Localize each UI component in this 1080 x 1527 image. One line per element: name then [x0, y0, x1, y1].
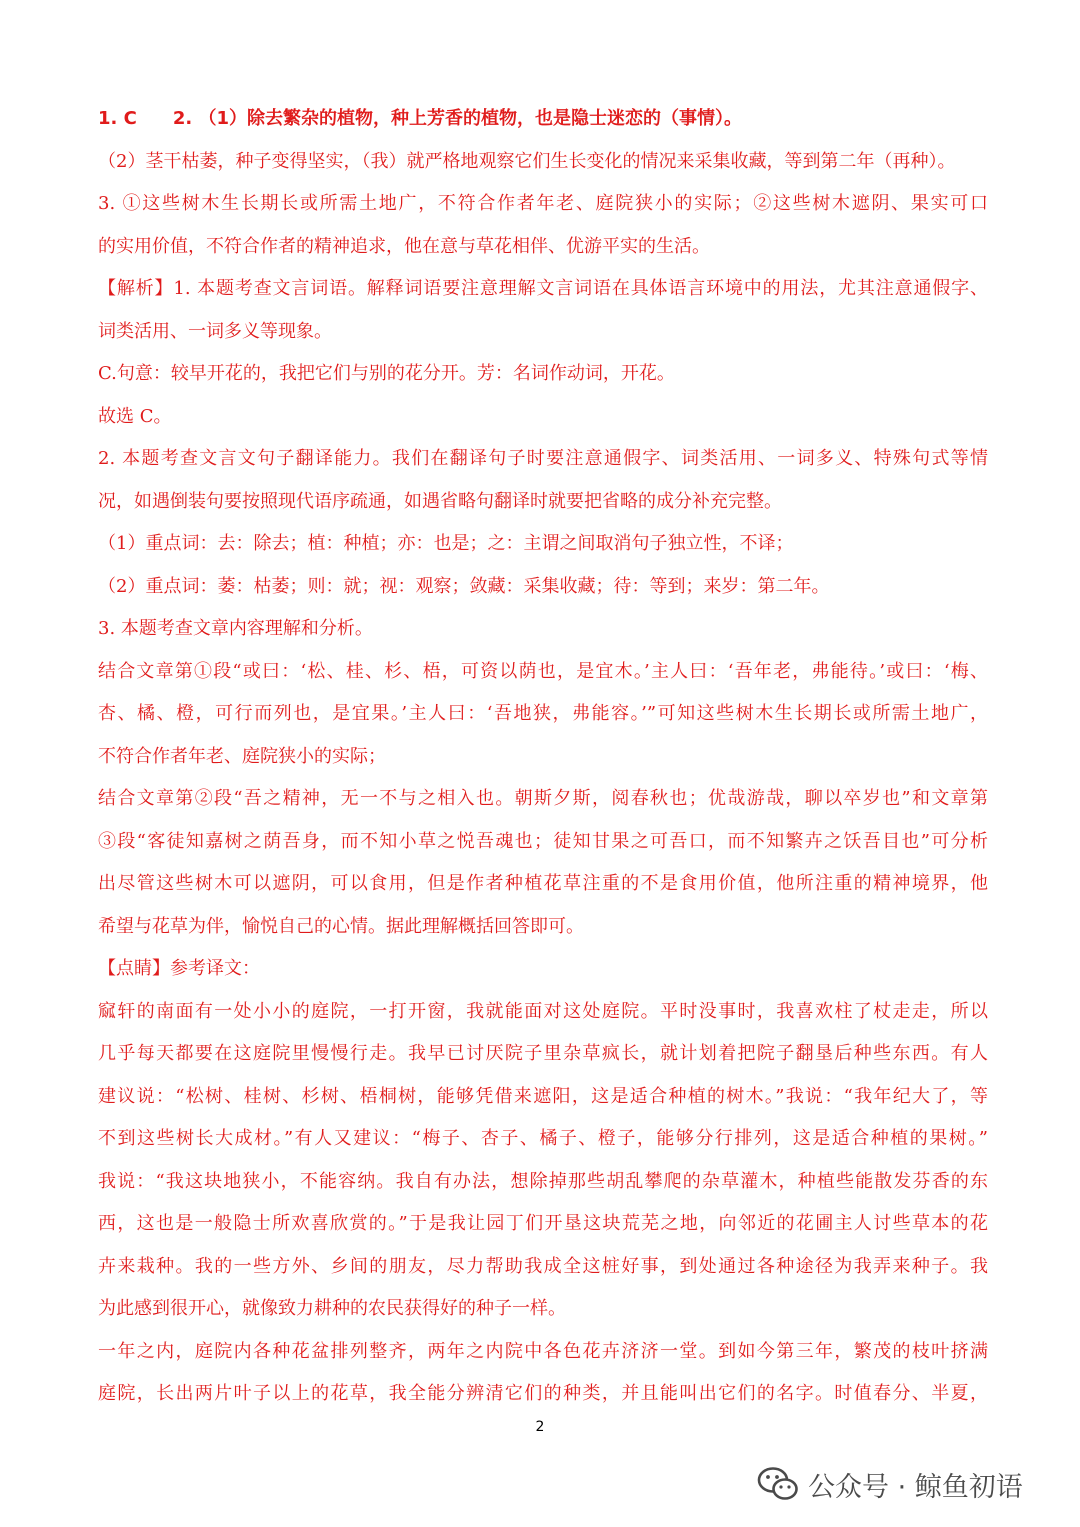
translation-line: 庭院，长出两片叶子以上的花草，我全能分辨清它们的种类，并且能叫出它们的名字。时值春分、半夏， — [98, 1383, 988, 1404]
answer-line-1: 1. C 2. （1）除去繁杂的植物，种上芳香的植物，也是隐士迷恋的（事情）。 — [98, 108, 742, 129]
document-body — [98, 98, 988, 1416]
answer-line-2: （2）茎干枯萎，种子变得坚实，（我）就严格地观察它们生长变化的情况来采集收藏，等到第二年（再种）。 — [98, 150, 956, 172]
translation-heading: 【点睛】参考译文： — [98, 958, 260, 979]
analysis-line: ③段“客徒知嘉树之荫吾身，而不知小草之悦吾魂也；徒知甘果之可吾口，而不知繁卉之饫吾目也”可分析 — [98, 830, 988, 852]
analysis-line: 词类活用、一词多义等现象。 — [98, 320, 332, 342]
analysis-line: 2. 本题考查文言文句子翻译能力。我们在翻译句子时要注意通假字、词类活用、一词多义、特殊句式等情 — [98, 448, 988, 469]
watermark-text: 公众号 · 鲸鱼初语 — [808, 1471, 1023, 1503]
answer-line-3: 3. ①这些树木生长期长或所需土地广，不符合作者年老、庭院狭小的实际；②这些树木遮阴、果实可口 — [98, 193, 988, 214]
page-number: 2 — [535, 1419, 545, 1435]
translation-line: 我说：“我这块地狭小，不能容纳。我自有办法，想除掉那些胡乱攀爬的杂草灌木，种植些能散发芬香的东 — [98, 1170, 988, 1192]
wechat-icon — [756, 1464, 800, 1504]
analysis-line: 杏、橘、橙，可行而列也，是宜果。’主人曰：‘吾地狭，弗能容。’”可知这些树木生长期长或所需土地广， — [98, 703, 988, 724]
translation-line: 一年之内，庭院内各种花盆排列整齐，两年之内院中各色花卉济济一堂。到如今第三年，繁茂的枝叶挤满 — [98, 1340, 988, 1362]
translation-line: 西，这也是一般隐士所欢喜欣赏的。”于是我让园丁们开垦这块荒芜之地，向邻近的花圃主人讨些草本的花 — [98, 1213, 988, 1234]
analysis-line: 结合文章第②段“吾之精神，无一不与之相入也。朝斯夕斯，阅春秋也；优哉游哉，聊以卒岁也”和文章第 — [98, 788, 988, 809]
analysis-heading-line: 【解析】1. 本题考查文言词语。解释词语要注意理解文言词语在具体语言环境中的用法，尤其注意通假字、 — [98, 278, 988, 299]
answer-line-4: 的实用价值，不符合作者的精神追求，他在意与草花相伴、优游平实的生活。 — [98, 235, 710, 257]
translation-line: 为此感到很开心，就像致力耕种的农民获得好的种子一样。 — [98, 1298, 566, 1319]
analysis-line: 结合文章第①段“或曰：‘松、桂、杉、梧，可资以荫也，是宜木。’主人曰：‘吾年老，弗能待。’或曰：‘梅、 — [98, 660, 988, 682]
analysis-line: （2）重点词：萎：枯萎；则：就；视：观察；敛藏：采集收藏；待：等到；来岁：第二年。 — [98, 575, 830, 597]
analysis-line: C.句意：较早开花的，我把它们与别的花分开。芳：名词作动词，开花。 — [98, 363, 675, 384]
analysis-line: 3. 本题考查文章内容理解和分析。 — [98, 618, 373, 639]
watermark — [756, 1462, 1023, 1506]
analysis-line: 故选 C。 — [98, 405, 172, 427]
analysis-line: 出尽管这些树木可以遮阴，可以食用，但是作者种植花草注重的不是食用价值，他所注重的精神境界，他 — [98, 873, 988, 894]
analysis-line: （1）重点词：去：除去；植：种植；亦：也是；之：主谓之间取消句子独立性，不译； — [98, 533, 794, 554]
translation-line: 窳轩的南面有一处小小的庭院，一打开窗，我就能面对这处庭院。平时没事时，我喜欢柱了杖走走，所以 — [98, 1000, 988, 1022]
translation-line: 卉来栽种。我的一些方外、乡间的朋友，尽力帮助我成全这桩好事，到处通过各种途径为我弄来种子。我 — [98, 1255, 988, 1277]
analysis-line: 不符合作者年老、庭院狭小的实际； — [98, 745, 386, 767]
analysis-line: 况，如遇倒装句要按照现代语序疏通，如遇省略句翻译时就要把省略的成分补充完整。 — [98, 490, 782, 512]
translation-line: 建议说：“松树、桂树、杉树、梧桐树，能够凭借来遮阳，这是适合种植的树木。”我说：“我年纪大了，等 — [98, 1085, 988, 1107]
analysis-line: 希望与花草为伴，愉悦自己的心情。据此理解概括回答即可。 — [98, 915, 584, 937]
translation-line: 不到这些树长大成材。”有人又建议：“梅子、杏子、橘子、橙子，能够分行排列，这是适合种植的果树。” — [98, 1128, 988, 1149]
translation-line: 几乎每天都要在这庭院里慢慢行走。我早已讨厌院子里杂草疯长，就计划着把院子翻垦后种些东西。有人 — [98, 1043, 988, 1064]
